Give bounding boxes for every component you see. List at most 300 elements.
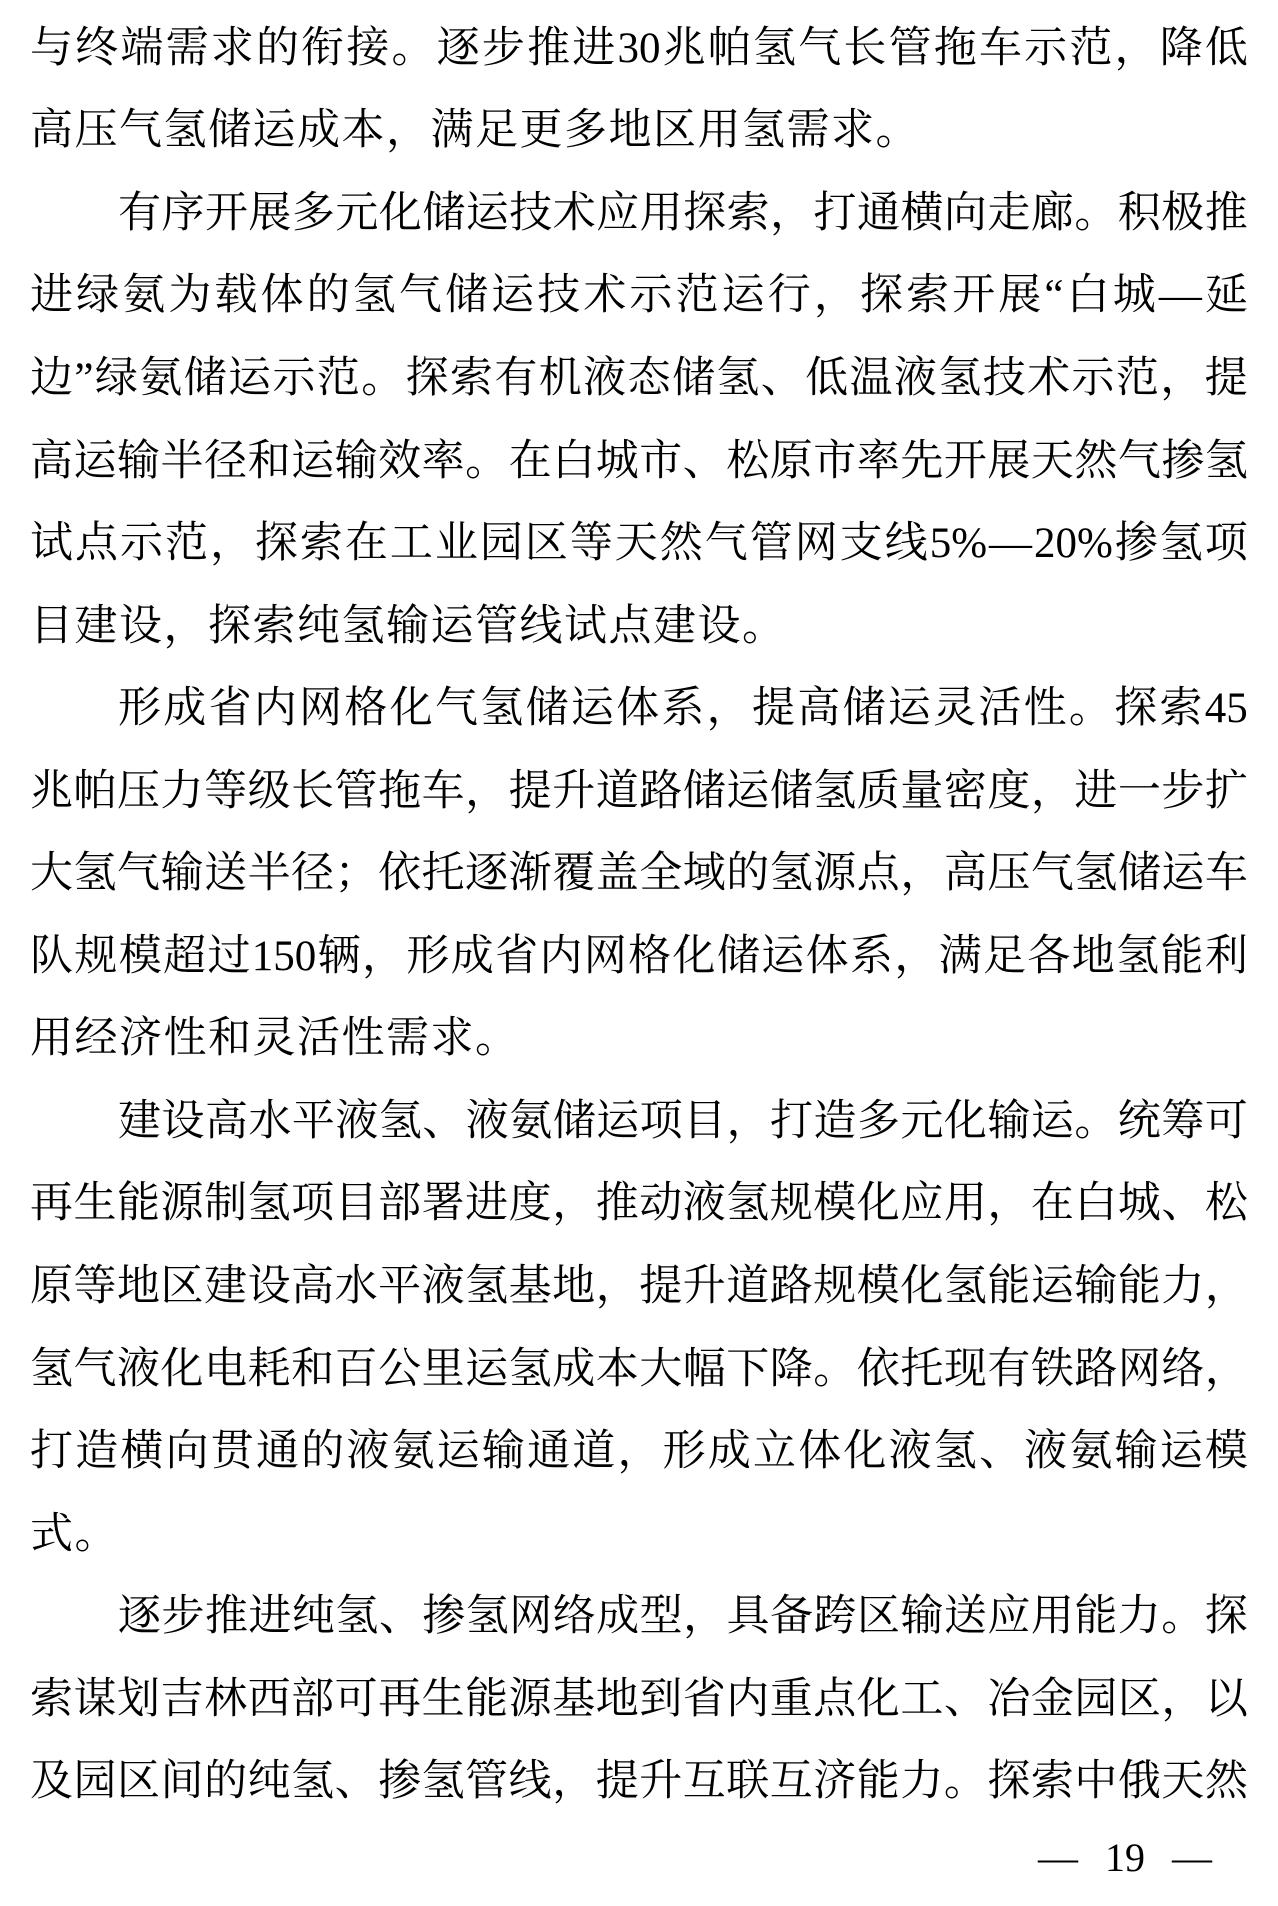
char: 氨 — [139, 354, 183, 402]
char: 区 — [117, 1758, 161, 1806]
char: 终 — [75, 24, 119, 72]
char: 液 — [682, 1180, 726, 1228]
char: 探 — [683, 189, 727, 237]
char: 力 — [1161, 1262, 1205, 1310]
char: 具 — [726, 1593, 770, 1641]
char: 地 — [552, 1262, 596, 1310]
char: 展 — [987, 437, 1031, 485]
char: 探 — [1114, 685, 1158, 733]
char: 活 — [978, 685, 1022, 733]
char: 线 — [508, 1758, 552, 1806]
char: 高 — [291, 1262, 335, 1310]
char: 白 — [552, 437, 596, 485]
char: 跨 — [813, 1593, 857, 1641]
char: 衔 — [301, 24, 345, 72]
char: 储 — [422, 189, 466, 237]
char: 液 — [335, 1097, 379, 1145]
char: 。 — [475, 1015, 518, 1063]
char: 运 — [430, 602, 474, 650]
char: 模 — [118, 932, 162, 980]
char: 通 — [527, 1428, 571, 1476]
char: 水 — [334, 1262, 378, 1310]
char: 、 — [334, 1758, 378, 1806]
char: 。 — [1074, 189, 1118, 237]
char: 氢 — [341, 602, 385, 650]
char: 兆 — [30, 767, 73, 815]
char: 氢 — [421, 1758, 465, 1806]
char: 氢 — [1204, 437, 1248, 485]
char: 业 — [434, 520, 478, 568]
char: 造 — [75, 1428, 119, 1476]
char: 、 — [378, 1593, 422, 1641]
char: 地 — [1071, 932, 1115, 980]
char: 低 — [805, 354, 849, 402]
text-line — [30, 1658, 1248, 1741]
char: 气 — [398, 272, 442, 320]
char: 率 — [856, 437, 900, 485]
char: 点 — [74, 520, 118, 568]
char: 辆 — [317, 932, 361, 980]
char: 降 — [1159, 24, 1203, 72]
char: 在 — [508, 437, 552, 485]
char: 试 — [30, 520, 73, 568]
char: 济 — [813, 1758, 857, 1806]
char: 园 — [73, 1758, 117, 1806]
char: 氢 — [508, 1345, 552, 1393]
char: 扩 — [1204, 767, 1248, 815]
char: 序 — [161, 189, 205, 237]
char: 氢 — [291, 1758, 335, 1806]
char: 联 — [726, 1758, 770, 1806]
char: 探 — [1204, 1593, 1248, 1641]
char: 示 — [1071, 354, 1115, 402]
char: 储 — [444, 272, 488, 320]
char: 输 — [334, 437, 378, 485]
char: 兆 — [662, 24, 706, 72]
char: 求 — [210, 24, 254, 72]
text-line — [30, 998, 1248, 1081]
char: 液 — [465, 1097, 509, 1145]
char: 态 — [627, 354, 671, 402]
char: ， — [770, 189, 814, 237]
char: 氨 — [391, 1428, 435, 1476]
char: ， — [617, 1428, 661, 1476]
char: 输 — [160, 850, 204, 898]
char: 立 — [753, 1428, 796, 1476]
char: ， — [1160, 354, 1204, 402]
char: 拖 — [933, 24, 977, 72]
char: 大 — [639, 1345, 683, 1393]
char: 索 — [726, 189, 770, 237]
char: 性 — [1023, 685, 1067, 733]
text-line — [30, 1080, 1248, 1163]
char: 城 — [1117, 1180, 1161, 1228]
char: 氢 — [465, 1262, 509, 1310]
char: 氢 — [378, 1097, 422, 1145]
char: ， — [683, 1593, 727, 1641]
char: 源 — [160, 1180, 204, 1228]
char: ， — [386, 107, 429, 155]
char: 气 — [1030, 850, 1074, 898]
char: 建 — [204, 1262, 248, 1310]
char: 城 — [595, 437, 639, 485]
char: 覆 — [552, 850, 596, 898]
char: 索 — [1030, 1758, 1074, 1806]
char: 网 — [1117, 1345, 1161, 1393]
char: 绿 — [76, 272, 120, 320]
text-line — [30, 1740, 1248, 1823]
text-line — [30, 832, 1248, 915]
char: 建 — [74, 602, 118, 650]
char: 气 — [704, 520, 748, 568]
char: 能 — [1160, 932, 1204, 980]
char: 百 — [334, 1345, 378, 1393]
char: 网 — [583, 932, 627, 980]
text-line — [30, 750, 1248, 833]
char: 体 — [616, 685, 660, 733]
char: 吉 — [160, 1675, 204, 1723]
char: 造 — [813, 1097, 857, 1145]
footer-dash-right: — — [1172, 1835, 1212, 1880]
char: ， — [465, 767, 509, 815]
footer-dash-left: — — [1038, 1835, 1078, 1880]
char: 多 — [564, 107, 607, 155]
char: 气 — [117, 850, 161, 898]
char: 谋 — [73, 1675, 117, 1723]
char: 形 — [662, 1428, 706, 1476]
char: 运 — [1159, 1428, 1203, 1476]
char: 署 — [421, 1180, 465, 1228]
char: 提 — [639, 1262, 683, 1310]
char: 氢 — [335, 1593, 379, 1641]
char: 系 — [849, 932, 893, 980]
char: 化 — [378, 189, 422, 237]
char: 内 — [539, 932, 583, 980]
char: 和 — [291, 1345, 335, 1393]
char: 技 — [982, 354, 1026, 402]
char: ， — [209, 520, 253, 568]
char: 运 — [721, 272, 765, 320]
char: 本 — [595, 1345, 639, 1393]
char: 半 — [247, 850, 291, 898]
char: 温 — [849, 354, 893, 402]
char: 进 — [248, 1593, 292, 1641]
char: 运 — [761, 932, 805, 980]
char: 能 — [987, 1262, 1031, 1310]
char: 气 — [73, 1345, 117, 1393]
char: 一 — [1117, 767, 1161, 815]
char: 。 — [742, 602, 785, 650]
char: 高 — [204, 1097, 248, 1145]
char: 托 — [900, 1345, 944, 1393]
char: 规 — [769, 1180, 813, 1228]
char: 然 — [1204, 1758, 1248, 1806]
char: 质 — [856, 767, 900, 815]
char: 经 — [74, 1015, 118, 1063]
char: 白 — [1074, 1180, 1118, 1228]
text-line — [30, 502, 1248, 585]
char: 线 — [884, 520, 928, 568]
char: 范 — [164, 520, 208, 568]
char: 成 — [707, 1428, 751, 1476]
char: 基 — [508, 1262, 552, 1310]
char: 纯 — [291, 1593, 335, 1641]
text-line — [30, 1245, 1248, 1328]
char: 运 — [596, 1097, 640, 1145]
page-number: 19 — [1105, 1835, 1145, 1880]
char: 元 — [335, 189, 379, 237]
char: 运 — [1030, 1262, 1074, 1310]
char: 地 — [595, 1675, 639, 1723]
char: ， — [900, 850, 944, 898]
char: 、 — [943, 1675, 987, 1723]
char: 公 — [378, 1345, 422, 1393]
char: 区 — [856, 1593, 900, 1641]
char: 俄 — [1117, 1758, 1161, 1806]
char: 。 — [361, 354, 405, 402]
char: 生 — [73, 1180, 117, 1228]
char: 氢 — [726, 1180, 770, 1228]
text-line — [30, 337, 1248, 420]
char: 低 — [1204, 24, 1248, 72]
char: 园 — [1074, 1675, 1118, 1723]
char: 用 — [697, 107, 741, 155]
char: 管 — [749, 520, 793, 568]
char: 延 — [1204, 272, 1248, 320]
char: 拖 — [378, 767, 422, 815]
char: 用 — [639, 189, 683, 237]
char: 原 — [769, 437, 813, 485]
char: 示 — [272, 354, 316, 402]
char: 运 — [465, 189, 509, 237]
char: 地 — [117, 1262, 161, 1310]
char: 氢 — [813, 767, 857, 815]
char: 打 — [30, 1428, 73, 1476]
char: 超 — [163, 932, 207, 980]
char: 满 — [938, 932, 982, 980]
char: 氢 — [769, 850, 813, 898]
char: 络 — [1161, 1345, 1205, 1393]
char: 升 — [552, 767, 596, 815]
char: ， — [813, 272, 857, 320]
char: 液 — [117, 1345, 161, 1393]
char: 储 — [842, 685, 886, 733]
char: 运 — [465, 1345, 509, 1393]
text-line — [30, 667, 1248, 750]
char: 以 — [1204, 1675, 1248, 1723]
char: 20% — [1033, 520, 1113, 568]
char: 体 — [798, 1428, 842, 1476]
char: 输 — [386, 602, 429, 650]
char: 效 — [378, 437, 422, 485]
char: 部 — [291, 1675, 335, 1723]
char: 在 — [344, 520, 388, 568]
char: 模 — [813, 1180, 857, 1228]
char: 氢 — [943, 1262, 987, 1310]
char: 形 — [118, 685, 161, 733]
char: 格 — [628, 932, 672, 980]
char: 度 — [987, 767, 1031, 815]
char: ， — [552, 1758, 596, 1806]
char: 液 — [583, 354, 627, 402]
char: 运 — [491, 272, 535, 320]
char: 的 — [726, 850, 770, 898]
char: — — [989, 520, 1032, 568]
char: 帕 — [707, 24, 751, 72]
char: 展 — [998, 272, 1042, 320]
char: 制 — [204, 1180, 248, 1228]
char: 需 — [386, 1015, 429, 1063]
char: 。 — [943, 1758, 987, 1806]
text-line — [30, 585, 1248, 668]
char: 用 — [30, 1015, 73, 1063]
char: 边 — [30, 354, 73, 402]
char: 冶 — [987, 1675, 1031, 1723]
char: 索 — [450, 354, 493, 402]
char: 展 — [248, 189, 292, 237]
char: 水 — [248, 1097, 292, 1145]
char: 金 — [1030, 1675, 1074, 1723]
char: 市 — [813, 437, 857, 485]
char: 域 — [682, 850, 726, 898]
char: 范 — [675, 272, 719, 320]
char: 性 — [163, 1015, 207, 1063]
char: 用 — [943, 1180, 987, 1228]
char: 端 — [120, 24, 164, 72]
char: 活 — [297, 1015, 340, 1063]
char: 铁 — [1030, 1345, 1074, 1393]
char: 体 — [260, 272, 304, 320]
char: 化 — [900, 1262, 944, 1310]
char: 输 — [481, 1428, 525, 1476]
char: 可 — [1204, 1097, 1248, 1145]
char: 储 — [716, 932, 760, 980]
char: 储 — [525, 685, 569, 733]
char: 氨 — [122, 272, 166, 320]
char: 生 — [421, 1675, 465, 1723]
char: 、 — [682, 437, 726, 485]
char: 内 — [726, 1675, 770, 1723]
char: 提 — [508, 767, 552, 815]
char: 推 — [1204, 189, 1248, 237]
char: 氢 — [247, 1180, 291, 1228]
char: 设 — [119, 602, 162, 650]
char: 液 — [1024, 1428, 1068, 1476]
char: 。 — [1068, 685, 1112, 733]
char: 推 — [527, 24, 571, 72]
char: 高 — [30, 437, 73, 485]
char: 、 — [978, 1428, 1022, 1476]
char: 推 — [595, 1180, 639, 1228]
char: 再 — [378, 1675, 422, 1723]
char: 范 — [1115, 354, 1159, 402]
char: 建 — [653, 602, 696, 650]
char: 过 — [207, 932, 251, 980]
char: 打 — [813, 189, 857, 237]
char: 力 — [160, 767, 204, 815]
char: 长 — [291, 767, 335, 815]
char: 。 — [813, 1345, 857, 1393]
char: 试 — [564, 602, 607, 650]
char: 幅 — [682, 1345, 726, 1393]
char: 技 — [537, 272, 581, 320]
char: 开 — [952, 272, 996, 320]
char: 原 — [30, 1262, 73, 1310]
char: 开 — [943, 437, 987, 485]
char: 压 — [987, 850, 1031, 898]
char: 氢 — [716, 354, 760, 402]
char: 氢 — [753, 24, 796, 72]
char: 氢 — [163, 107, 207, 155]
char: 30 — [617, 24, 661, 72]
char: 道 — [595, 767, 639, 815]
char: 元 — [900, 1097, 944, 1145]
char: 应 — [900, 1180, 944, 1228]
char: 示 — [1024, 24, 1068, 72]
char: 形 — [406, 932, 450, 980]
char: ” — [74, 354, 94, 402]
char: 液 — [421, 1262, 465, 1310]
char: ， — [595, 1262, 639, 1310]
char: 压 — [117, 767, 161, 815]
char: 区 — [1117, 1675, 1161, 1723]
char: 降 — [769, 1345, 813, 1393]
char: 等 — [73, 1262, 117, 1310]
char: 工 — [389, 520, 433, 568]
char: 储 — [208, 107, 251, 155]
char: 足 — [475, 107, 518, 155]
char: 能 — [1117, 1262, 1161, 1310]
text-line — [30, 7, 1248, 90]
char: 。 — [74, 1510, 118, 1558]
char: 盖 — [595, 850, 639, 898]
char: 行 — [767, 272, 811, 320]
char: 氢 — [352, 272, 396, 320]
char: 储 — [682, 767, 726, 815]
char: 氢 — [30, 1345, 73, 1393]
char: 开 — [204, 189, 248, 237]
char: 省 — [208, 685, 252, 733]
text-line — [30, 90, 1248, 173]
char: 推 — [204, 1593, 248, 1641]
char: 提 — [751, 685, 795, 733]
char: 提 — [1204, 354, 1248, 402]
char: 高 — [797, 685, 841, 733]
char: 气 — [1117, 437, 1161, 485]
char: 林 — [204, 1675, 248, 1723]
char: 松 — [1204, 1180, 1248, 1228]
char: 。 — [875, 107, 919, 155]
char: 气 — [798, 24, 842, 72]
char: 全 — [639, 850, 683, 898]
char: 术 — [552, 189, 596, 237]
char: 进 — [572, 24, 616, 72]
char: 到 — [639, 1675, 683, 1723]
char: 利 — [1204, 932, 1248, 980]
text-line — [30, 172, 1248, 255]
char: 纯 — [297, 602, 340, 650]
char: 平 — [291, 1097, 335, 1145]
char: 能 — [1074, 1593, 1118, 1641]
char: 线 — [519, 602, 563, 650]
char: 径 — [204, 437, 248, 485]
char: 探 — [987, 1758, 1031, 1806]
char: 帕 — [73, 767, 117, 815]
char: 运 — [73, 437, 117, 485]
char: 氨 — [1069, 1428, 1113, 1476]
char: 探 — [405, 354, 449, 402]
char: 打 — [770, 1097, 814, 1145]
